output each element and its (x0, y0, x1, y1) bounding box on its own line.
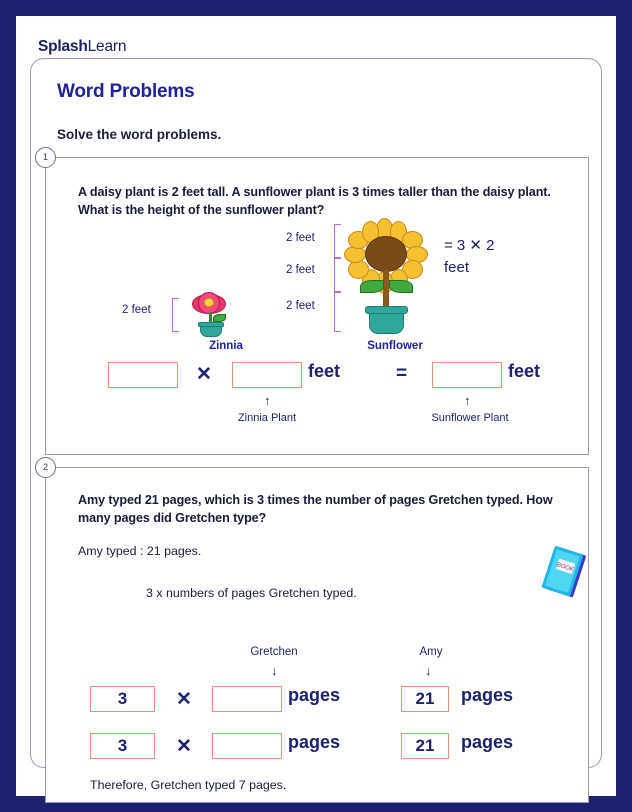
arrow-down-gretchen: ↓ (271, 663, 278, 678)
equation-line-2: feet (444, 259, 470, 276)
bracket-segment-1 (334, 224, 341, 258)
problem-1-number: 1 (35, 147, 56, 168)
unit-feet-right: feet (508, 361, 541, 381)
row-2-unit-left: pages (288, 732, 341, 752)
equation-line-1: = 3 ✕ 2 (444, 237, 495, 254)
problem-2-container (42, 462, 589, 803)
column-label-amy: Amy (419, 646, 443, 658)
bracket-segment-2 (334, 258, 341, 292)
row-2-factor-box[interactable]: 3 (90, 733, 155, 759)
splashlearn-logo (38, 38, 126, 56)
zinnia-caption: Zinnia (209, 340, 243, 352)
worksheet-page (16, 16, 616, 796)
sunflower-plant-illustration (346, 218, 432, 336)
zinnia-plant-illustration (188, 292, 240, 340)
page-title: Word Problems (57, 81, 195, 102)
row-2-answer-blank[interactable] (212, 733, 282, 759)
row-1-answer-blank[interactable] (212, 686, 282, 712)
worksheet-card (30, 58, 602, 792)
conclusion-line: Therefore, Gretchen typed 7 pages. (90, 778, 287, 792)
row-1-factor-box[interactable]: 3 (90, 686, 155, 712)
zinnia-bracket (172, 298, 179, 332)
logo-text-bold: Splash (38, 38, 88, 55)
book-icon (536, 544, 594, 602)
bracket-segment-3 (334, 292, 341, 332)
row-1-product-box[interactable]: 21 (401, 686, 449, 712)
problem-1-statement: A daisy plant is 2 feet tall. A sunflower plant is 3 times taller than the daisy plant. What is the height of the sunflower plant? (78, 185, 551, 217)
row-1-multiply-symbol: ✕ (176, 689, 192, 710)
problem-2-number: 2 (35, 457, 56, 478)
bracket-label-3: 2 feet (286, 300, 315, 312)
svg-text:BOOK: BOOK (555, 562, 575, 574)
answer-blank-zinnia-height[interactable] (232, 362, 302, 388)
amy-given-line: Amy typed : 21 pages. (78, 544, 202, 558)
answer-blank-times-factor[interactable] (108, 362, 178, 388)
relation-line: 3 x numbers of pages Gretchen typed. (146, 586, 357, 600)
multiply-symbol-1: ✕ (196, 364, 212, 385)
label-sunflower-plant: Sunflower Plant (431, 412, 509, 424)
row-1-unit-left: pages (288, 685, 341, 705)
sunflower-caption: Sunflower (367, 340, 423, 352)
instruction-text: Solve the word problems. (57, 127, 222, 142)
column-label-gretchen: Gretchen (250, 646, 298, 658)
arrow-down-amy: ↓ (425, 663, 432, 678)
bracket-label-1: 2 feet (286, 232, 315, 244)
equals-symbol: = (396, 363, 408, 384)
label-zinnia-plant: Zinnia Plant (237, 412, 297, 424)
problem-1-container (42, 152, 589, 455)
answer-blank-sunflower-height[interactable] (432, 362, 502, 388)
row-2-multiply-symbol: ✕ (176, 736, 192, 757)
logo-text-light: Learn (87, 38, 127, 55)
row-2-unit-right: pages (461, 732, 514, 752)
row-1-unit-right: pages (461, 685, 514, 705)
zinnia-height-label: 2 feet (122, 304, 151, 316)
problem-2-statement: Amy typed 21 pages, which is 3 times the number of pages Gretchen typed. How many pages did Gretchen type? (78, 493, 553, 525)
arrow-up-zinnia: ↑ (264, 393, 271, 408)
bracket-label-2: 2 feet (286, 264, 315, 276)
unit-feet-left: feet (308, 361, 341, 381)
arrow-up-sunflower: ↑ (464, 393, 471, 408)
row-2-product-box[interactable]: 21 (401, 733, 449, 759)
